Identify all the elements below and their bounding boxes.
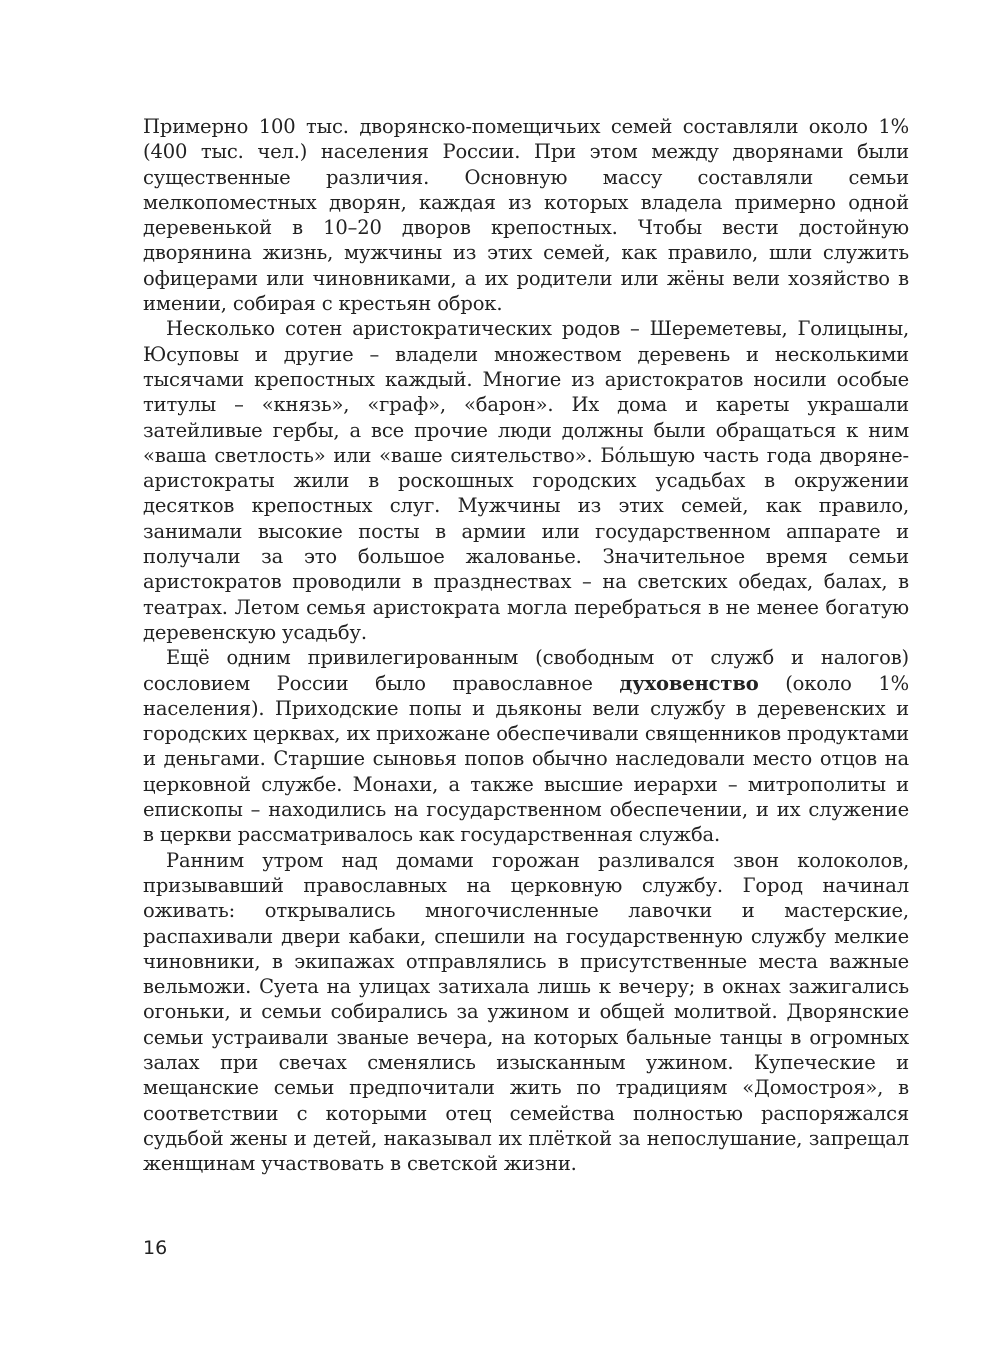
paragraph-aristocracy: Несколько сотен аристократических родов – Шереметевы, Голицыны, Юсуповы и другие – владели множеством деревень и несколькими тысячами крепостных каждый. Многие из аристократов носили особые титулы – «князь», «граф», «барон». Их дома и кареты украшали затейливые гербы, а все прочие люди должны были обращаться к ним «ваша светлость» или «ваше сиятельство». Бо́льшую часть года дворяне-аристократы жили в роскошных городских усадьбах в окружении десятков крепостных слуг. Мужчины из этих семей, как правило, занимали высокие посты в армии или государственном аппарате и получали за это большое жалованье. Значительное время семьи аристократов проводили в празднествах – на светских обедах, балах, в театрах. Летом семья аристократа могла перебраться в не менее богатую деревенскую усадьбу. (143, 317, 909, 644)
paragraph-nobility-families: Примерно 100 тыс. дворянско-помещичьих семей составляли около 1% (400 тыс. чел.) населения России. При этом между дворянами были существенные различия. Основную массу составляли семьи мелкопоместных дворян, каждая из которых владела примерно одной деревенькой в 10–20 дворов крепостных. Чтобы вести достойную дворянина жизнь, мужчины из этих семей, как правило, шли служить офицерами или чиновниками, а их родители или жёны вели хозяйство в имении, собирая с крестьян оброк. (143, 115, 909, 316)
term-clergy: духовенство (619, 671, 759, 695)
clergy-text-after: (около 1% населения). Приходские попы и дьяконы вели службу в деревенских и городских церквах, их прихожане обеспечивали священников продуктами и деньгами. Старшие сыновья попов обычно наследовали место отцов на церковной службе. Монахи, а также высшие иерархи – митрополиты и епископы – находились на государственном обеспечении, и их служение в церкви рассматривалось как государственная служба. (143, 671, 909, 847)
page-body (143, 114, 909, 1176)
paragraph-clergy (143, 645, 909, 847)
page-number: 16 (143, 1237, 168, 1259)
clergy-text-before: Ещё одним привилегированным (свободным от служб и налогов) сословием России было православное (143, 646, 909, 695)
paragraph-city-life: Ранним утром над домами горожан разливался звон колоколов, призывавший православных на церковную службу. Город начинал оживать: открывались многочисленные лавочки и мастерские, распахивали двери кабаки, спешили на государственную службу мелкие чиновники, в экипажах отправлялись в присутственные места важные вельможи. Суета на улицах затихала лишь к вечеру; в окнах зажигались огоньки, и семьи собирались за ужином и общей молитвой. Дворянские семьи устраивали званые вечера, на которых бальные танцы в огромных залах при свечах сменялись изысканным ужином. Купеческие и мещанские семьи предпочитали жить по традициям «Домостроя», в соответствии с которыми отец семейства полностью распоряжался судьбой жены и детей, наказывал их плёткой за непослушание, запрещал женщинам участвовать в светской жизни. (143, 848, 909, 1176)
